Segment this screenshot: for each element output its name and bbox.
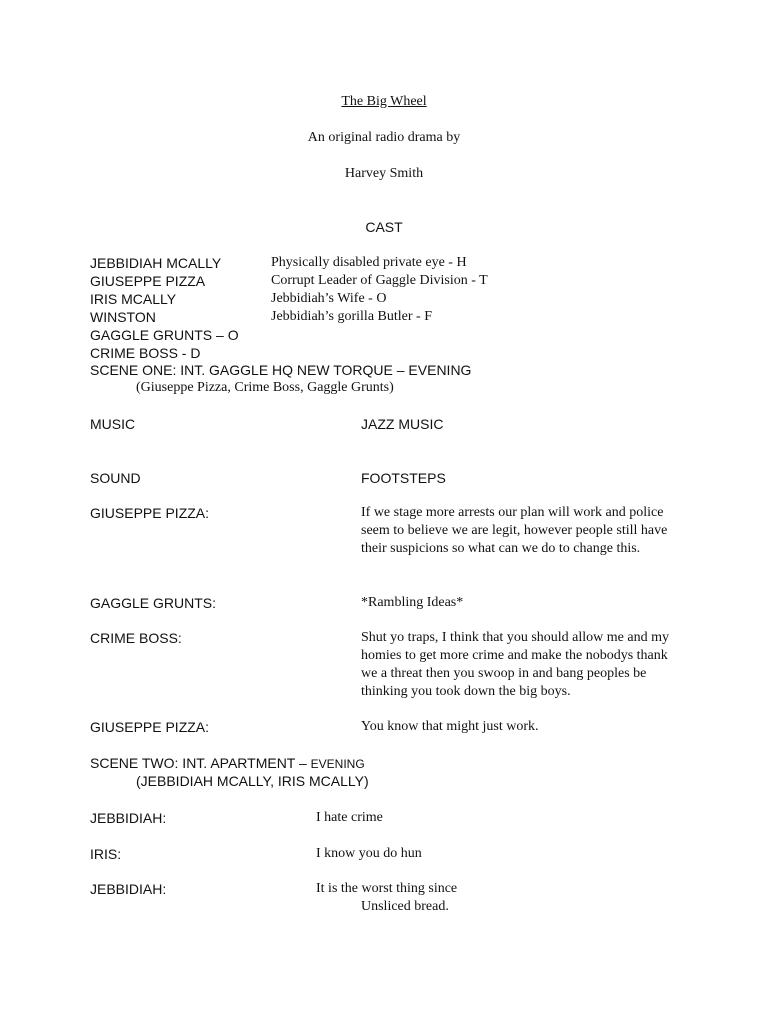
cast-name: GIUSEPPE PIZZA: [90, 273, 206, 289]
cast-name: IRIS MCALLY: [90, 291, 177, 307]
scene-two-characters: (JEBBIDIAH MCALLY, IRIS MCALLY): [136, 773, 369, 789]
cast-row: [90, 344, 690, 362]
sound-cue: [90, 469, 449, 487]
scene-two-heading-text: SCENE TWO: INT. APARTMENT –: [90, 755, 311, 771]
speaker-name: IRIS:: [90, 846, 122, 862]
cast-description: Jebbidiah’s gorilla Butler - F: [271, 309, 432, 324]
cast-heading: CAST: [365, 219, 403, 235]
dialogue-line: *Rambling Ideas*: [361, 595, 464, 610]
scene-one-characters: (Giuseppe Pizza, Crime Boss, Gaggle Grunts): [136, 380, 394, 395]
cast-description: Jebbidiah’s Wife - O: [271, 291, 387, 306]
cast-name: GAGGLE GRUNTS – O: [90, 327, 239, 343]
dialogue-line: If we stage more arrests our plan will work and police seem to believe we are legit, however people still have their suspicions so what can we do to change this.: [361, 505, 668, 556]
scene-two-heading: [90, 754, 365, 773]
cast-name: JEBBIDIAH MCALLY: [90, 255, 222, 271]
cue-value: FOOTSTEPS: [361, 470, 446, 486]
cast-description: Physically disabled private eye - H: [271, 255, 467, 270]
cast-row: [90, 308, 690, 326]
speaker-name: JEBBIDIAH:: [90, 881, 167, 897]
cast-description: Corrupt Leader of Gaggle Division - T: [271, 273, 488, 288]
speaker-name: CRIME BOSS:: [90, 630, 182, 646]
cast-name: CRIME BOSS - D: [90, 345, 201, 361]
speaker-name: GIUSEPPE PIZZA:: [90, 505, 210, 521]
dialogue-line: It is the worst thing since: [316, 881, 458, 896]
dialogue-line: I know you do hun: [316, 846, 422, 861]
speaker-name: GIUSEPPE PIZZA:: [90, 719, 210, 735]
cast-row: [90, 272, 690, 290]
cast-row: [90, 254, 690, 272]
scene-two-time: EVENING: [310, 757, 365, 771]
speaker-name: GAGGLE GRUNTS:: [90, 595, 217, 611]
cast-row: [90, 290, 690, 308]
scene-one-heading: SCENE ONE: INT. GAGGLE HQ NEW TORQUE – EVENING: [90, 362, 472, 378]
script-subtitle: An original radio drama by: [307, 130, 461, 145]
cast-name: WINSTON: [90, 309, 156, 325]
cast-row: [90, 326, 690, 344]
script-title: The Big Wheel: [341, 94, 427, 109]
dialogue-line: I hate crime: [316, 810, 383, 825]
cue-value: JAZZ MUSIC: [361, 416, 444, 432]
cue-type: MUSIC: [90, 416, 136, 432]
speaker-name: JEBBIDIAH:: [90, 810, 167, 826]
dialogue-line: You know that might just work.: [361, 719, 539, 734]
dialogue-line-continued: Unsliced bread.: [361, 899, 449, 914]
dialogue-line: Shut yo traps, I think that you should allow me and my homies to get more crime and make the nobodys thank we a threat then you swoop in and bang peoples be thinking you took down the big boys.: [361, 630, 669, 699]
script-author: Harvey Smith: [344, 166, 424, 181]
cue-type: SOUND: [90, 470, 141, 486]
music-cue: [90, 415, 449, 433]
